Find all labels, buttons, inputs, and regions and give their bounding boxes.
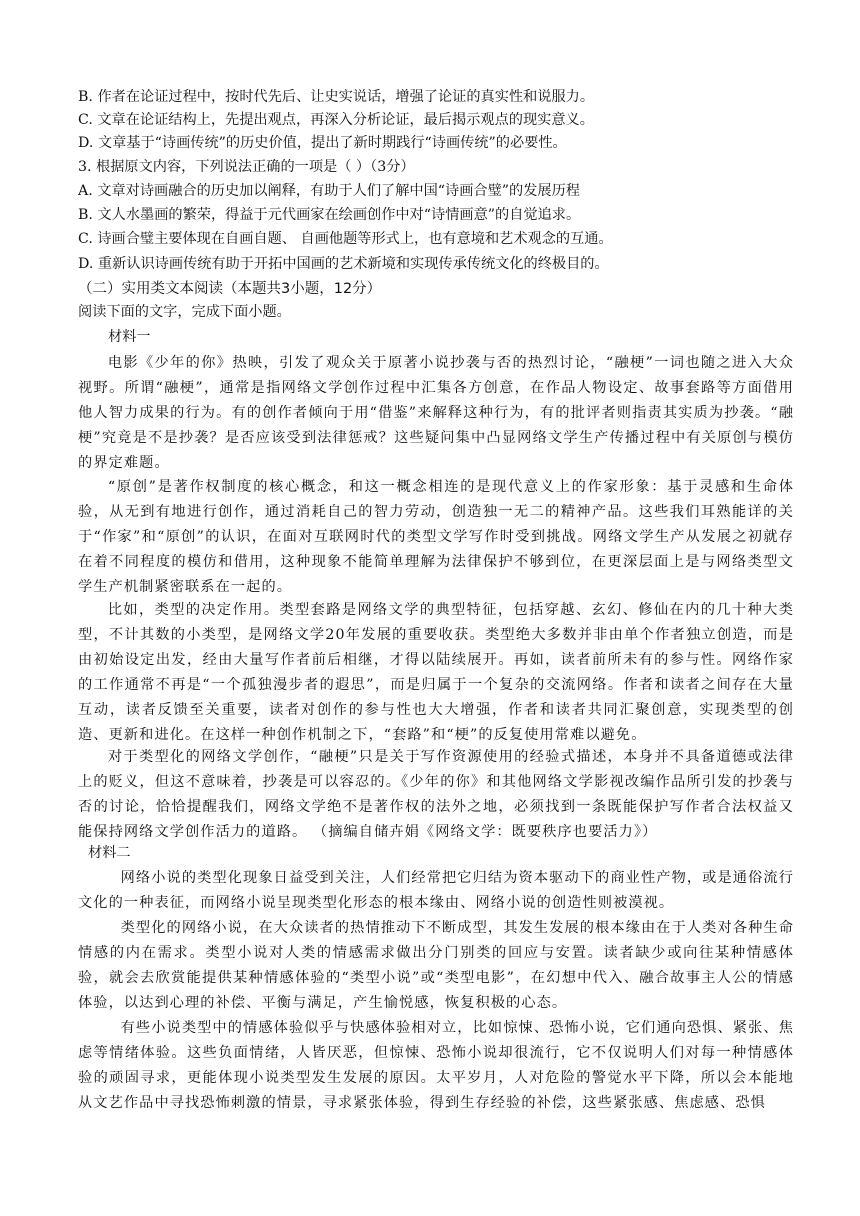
material-1-paragraph-4: 对于类型化的网络文学创作，“融梗”只是关于写作资源使用的经验式描述，本身并不具备道德或法律上的贬义，但这不意味着，抄袭是可以容忍的。《少年的你》和其他网络文学影视改编作品所引发的抄袭与否的讨论，恰恰提醒我们，网络文学绝不是著作权的法外之地，必须找到一条既能保护写作者合法权益又能保持网络文学创作活力的道路。 （摘编自储卉娟《网络文学：既要秩序也要活力》） (78, 749, 794, 840)
material-2-paragraph-3: 有些小说类型中的情感体验似乎与快感体验相对立，比如惊悚、恐怖小说，它们通向恐惧、紧张、焦虑等情绪体验。这些负面情绪，人皆厌恶，但惊悚、恐怖小说却很流行，它不仅说明人们对每一种情感体验的顽固寻求，更能体现小说类型发生发展的原因。太平岁月，人对危险的警觉水平下降，所以会本能地从文艺作品中寻找恐怖刺激的情景，寻求紧张体验，得到生存经验的补偿，这些紧张感、焦虑感、恐惧 (78, 1020, 794, 1111)
q3-option-a: A. 文章对诗画融合的历史加以阐释，有助于人们了解中国“诗画合璧”的发展历程 (78, 183, 580, 199)
q2-option-b: B. 作者在论证过程中，按时代先后、让史实说话，增强了论证的真实性和说服力。 (78, 89, 595, 105)
q3-option-c: C. 诗画合璧主要体现在自画自题、 自画他题等形式上，也有意境和艺术观念的互通。 (78, 231, 613, 247)
section-heading: （二）实用类文本阅读（本题共3小题，12分） (78, 281, 382, 297)
material-1-paragraph-1: 电影《少年的你》热映，引发了观众关于原著小说抄袭与否的热烈讨论，“融梗”一词也随之进入大众视野。所谓“融梗”，通常是指网络文学创作过程中汇集各方创意，在作品人物设定、故事套路等方面借用他人智力成果的行为。有的创作者倾向于用“借鉴”来解释这种行为，有的批评者则指责其实质为抄袭。“融梗”究竟是不是抄袭？是否应该受到法律惩戒？这些疑问集中凸显网络文学生产传播过程中有关原创与模仿的界定难题。 (78, 355, 794, 471)
q2-option-d: D. 文章基于“诗画传统”的历史价值，提出了新时期践行“诗画传统”的必要性。 (78, 135, 567, 151)
material-1-label: 材料一 (108, 329, 151, 345)
material-2-paragraph-1: 网络小说的类型化现象日益受到关注，人们经常把它归结为资本驱动下的商业性产物，或是通俗流行文化的一种表征，而网络小说呈现类型化形态的根本缘由、网络小说的创造性则被漠视。 (78, 870, 794, 911)
material-2-label: 材料二 (88, 845, 131, 861)
material-2-paragraph-2: 类型化的网络小说，在大众读者的热情推动下不断成型，其发生发展的根本缘由在于人类对各种生命情感的内在需求。类型小说对人类的情感需求做出分门别类的回应与安置。读者缺少或向往某种情感体验，就会去欣赏能提供某种情感体验的“类型小说”或“类型电影”，在幻想中代入、融合故事主人公的情感体验，以达到心理的补偿、平衡与满足，产生愉悦感，恢复积极的心态。 (78, 920, 794, 1011)
section-instruction: 阅读下面的文字，完成下面小题。 (78, 304, 291, 320)
material-1-paragraph-2: “原创”是著作权制度的核心概念，和这一概念相连的是现代意义上的作家形象：基于灵感和生命体验，从无到有地进行创作，通过消耗自己的智力劳动，创造独一无二的精神产品。这些我们耳熟能详的关于“作家”和“原创”的认识，在面对互联网时代的类型文学写作时受到挑战。网络文学生产从发展之初就存在着不同程度的模仿和借用，这种现象不能简单理解为法律保护不够到位，在更深层面上是与网络类型文学生产机制紧密联系在一起的。 (78, 479, 794, 595)
q2-option-c: C. 文章在论证结构上，先提出观点，再深入分析论证，最后揭示观点的现实意义。 (78, 112, 594, 128)
q3-stem: 3. 根据原文内容，下列说法正确的一项是（ ）（3分） (78, 159, 415, 175)
q3-option-d: D. 重新认识诗画传统有助于开拓中国画的艺术新境和实现传承传统文化的终极目的。 (78, 256, 609, 272)
material-1-paragraph-3: 比如，类型的决定作用。类型套路是网络文学的典型特征，包括穿越、玄幻、修仙在内的几十种大类型，不计其数的小类型，是网络文学20年发展的重要收获。类型绝大多数并非由单个作者独立创造，而是由初始设定出发，经由大量写作者前后相继，才得以陆续展开。再如，读者前所未有的参与性。网络作家的工作通常不再是“一个孤独漫步者的遐思”，而是归属于一个复杂的交流网络。作者和读者之间存在大量互动，读者反馈至关重要，读者对创作的参与性也大大增强，作者和读者共同汇聚创意，实现类型的创造、更新和进化。在这样一种创作机制之下，“套路”和“梗”的反复使用常难以避免。 (78, 602, 794, 743)
q3-option-b: B. 文人水墨画的繁荣，得益于元代画家在绘画创作中对“诗情画意”的自觉追求。 (78, 207, 581, 223)
